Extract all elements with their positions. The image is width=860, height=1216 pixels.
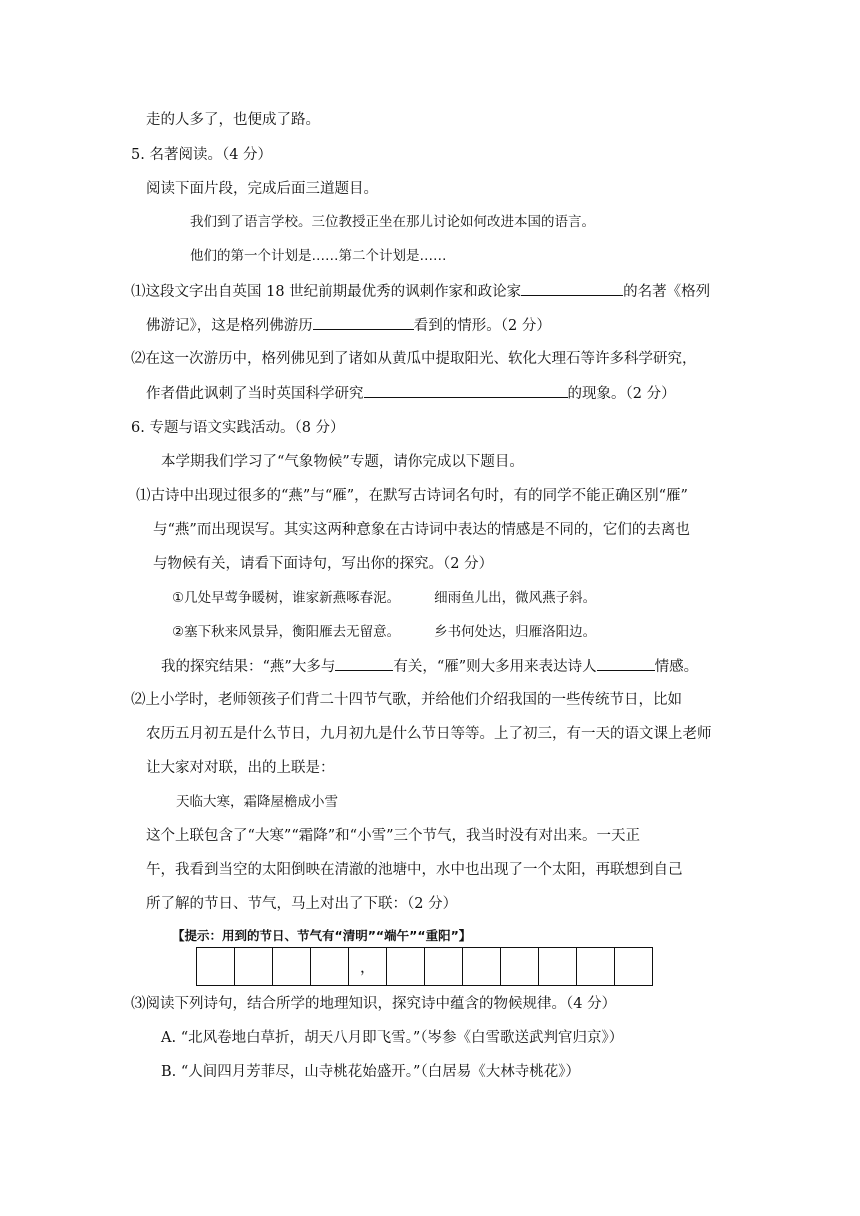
question-text: 作者借此讽刺了当时英国科学研究: [146, 386, 364, 402]
excerpt-line: 我们到了语言学校。三位教授正坐在那儿讨论如何改进本国的语言。: [190, 214, 595, 230]
grid-cell[interactable]: [197, 948, 235, 986]
grid-cell[interactable]: [273, 948, 311, 986]
question-5-heading: 5. 名著阅读。（4 分）: [131, 147, 273, 163]
question-text: 佛游记》，这是格列佛游历: [146, 318, 313, 334]
poem-text: ②塞下秋来风景异，衡阳雁去无留意。: [172, 624, 401, 640]
question-line: ⑵在这一次游历中，格列佛见到了诸如从黄瓜中提取阳光、软化大理石等许多科学研究，: [131, 351, 697, 367]
question-line: ⑵上小学时，老师领孩子们背二十四节气歌，并给他们介绍我国的一些传统节日，比如: [131, 692, 682, 708]
poem-text: ①几处早莺争暖树，谁家新燕啄春泥。: [172, 590, 401, 606]
grid-cell[interactable]: [387, 948, 425, 986]
instruction-line: 阅读下面片段，完成后面三道题目。: [146, 181, 378, 197]
question-text: 的现象。（2 分）: [567, 386, 676, 402]
question-line: ⑶阅读下列诗句，结合所学的地理知识，探究诗中蕴含的物候规律。（4 分）: [131, 996, 617, 1012]
question-text: 情感。: [654, 659, 699, 675]
instruction-line: 本学期我们学习了“气象物候”专题，请你完成以下题目。: [161, 454, 524, 470]
poem-text: 乡书何处达，归雁洛阳边。: [434, 624, 597, 640]
grid-cell-comma: ，: [349, 948, 387, 986]
question-line: 与“燕”而出现误写。其实这两种意象在古诗词中表达的情感是不同的，它们的去离也: [153, 522, 690, 538]
question-text: 的名著《格列: [623, 284, 711, 300]
poem-line: [172, 622, 596, 642]
question-6-heading: 6. 专题与语文实践活动。（8 分）: [131, 420, 345, 436]
poem-option-a: A. “北风卷地白草折，胡天八月即飞雪。”（岑参《白雪歌送武判官归京》）: [161, 1030, 624, 1046]
grid-cell[interactable]: [425, 948, 463, 986]
text-line: 走的人多了，也便成了路。: [146, 112, 320, 128]
answer-blank[interactable]: [335, 656, 393, 671]
excerpt-line: 他们的第一个计划是……第二个计划是……: [190, 248, 447, 264]
grid-cell[interactable]: [615, 948, 653, 986]
question-line: ⑴古诗中出现过很多的“燕”与“雁”，在默写古诗词名句时，有的同学不能正确区别“雁”: [136, 488, 688, 504]
question-line: 农历五月初五是什么节日，九月初九是什么节日等等。上了初三，有一天的语文课上老师: [146, 726, 712, 742]
poem-line: [172, 588, 596, 608]
poem-option-b: B. “人间四月芳菲尽，山寺桃花始盛开。”（白居易《大林寺桃花》）: [161, 1064, 580, 1080]
grid-cell[interactable]: [539, 948, 577, 986]
grid-cell[interactable]: [235, 948, 273, 986]
answer-grid: [196, 947, 653, 986]
question-line: [131, 281, 710, 302]
answer-blank[interactable]: [521, 281, 623, 296]
grid-cell[interactable]: [311, 948, 349, 986]
question-text: 我的探究结果：“燕”大多与: [161, 659, 336, 675]
question-line: [161, 656, 698, 677]
question-text: 有关，“雁”则大多用来表达诗人: [393, 659, 597, 675]
question-line: 所了解的节日、节气，马上对出了下联：（2 分）: [146, 896, 458, 912]
hint-line: 【提示：用到的节日、节气有“清明”“端午”“重阳”】: [172, 928, 472, 943]
poem-text: 细雨鱼儿出，微风燕子斜。: [434, 590, 597, 606]
question-line: [146, 383, 676, 404]
grid-cell[interactable]: [463, 948, 501, 986]
couplet-first-line: 天临大寒，霜降屋檐成小雪: [176, 794, 338, 810]
answer-blank[interactable]: [597, 656, 655, 671]
question-text: ⑴这段文字出自英国 18 世纪前期最优秀的讽刺作家和政论家: [131, 284, 522, 300]
question-line: 与物候有关，请看下面诗句，写出你的探究。（2 分）: [153, 556, 494, 572]
question-line: [146, 315, 551, 336]
answer-blank[interactable]: [313, 315, 414, 330]
question-text: 看到的情形。（2 分）: [413, 318, 551, 334]
question-line: 这个上联包含了“大寒”“霜降”和“小雪”三个节气，我当时没有对出来。一天正: [146, 828, 640, 844]
question-line: 午，我看到当空的太阳倒映在清澈的池塘中，水中也出现了一个太阳，再联想到自己: [146, 862, 683, 878]
answer-blank[interactable]: [364, 383, 568, 398]
grid-cell[interactable]: [501, 948, 539, 986]
grid-cell[interactable]: [577, 948, 615, 986]
question-line: 让大家对对联，出的上联是：: [146, 760, 335, 776]
